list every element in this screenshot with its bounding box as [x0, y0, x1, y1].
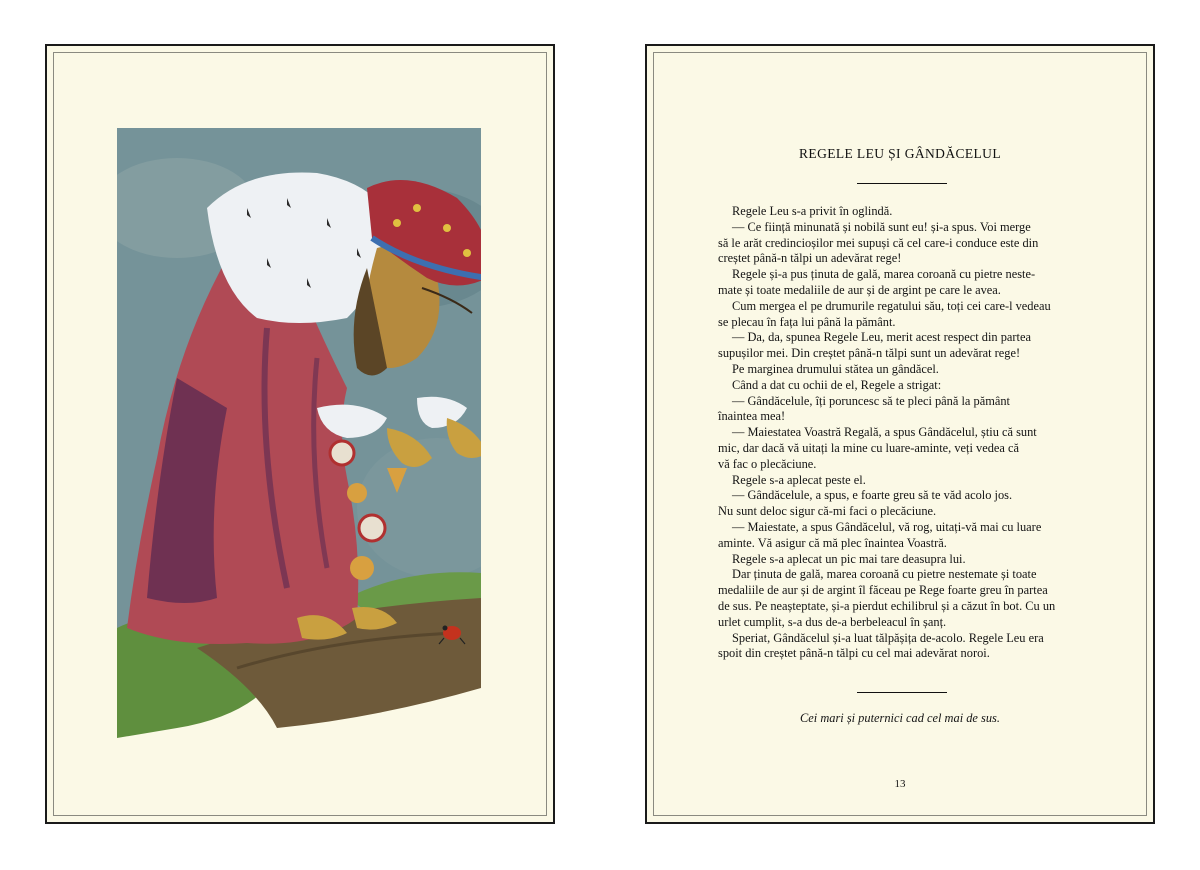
lion-king-illustration [117, 128, 481, 748]
story-line: Regele s-a aplecat peste el. [732, 472, 866, 487]
story-line: Nu sunt deloc sigur că-mi faci o plecăciune. [718, 504, 937, 519]
left-page [45, 44, 555, 824]
story-line: Regele și-a pus ținuta de gală, marea coroană cu pietre neste- [732, 267, 1036, 282]
story-line: — Maiestatea Voastră Regală, a spus Gândăcelul, știu că sunt [732, 425, 1037, 440]
story-line: medaliile de aur și de argint îl făceau pe Rege foarte greu în partea [718, 583, 1048, 598]
title-divider [857, 183, 947, 184]
story-line: mic, dar dacă vă uitați la mine cu luare-aminte, veți vedea că [718, 440, 1020, 455]
story-line: să le arăt credincioșilor mei supuși că cel care-i conduce este din [718, 235, 1039, 250]
story-line: spoit din creștet până-n tălpi cu cel mai adevărat noroi. [718, 646, 990, 661]
story-line: — Gândăcelule, a spus, e foarte greu să te văd acolo jos. [732, 488, 1013, 503]
story-line: se plecau în fața lui până la pământ. [718, 314, 896, 329]
story-line: aminte. Vă asigur că mă plec înaintea Voastră. [718, 535, 947, 550]
story-line: vă fac o plecăciune. [718, 456, 817, 471]
story-line: — Da, da, spunea Regele Leu, merit acest respect din partea [732, 330, 1031, 345]
story-line: Dar ținuta de gală, marea coroană cu pietre nestemate și toate [732, 567, 1037, 582]
story-line: supușilor mei. Din creștet până-n tălpi sunt un adevărat rege! [718, 346, 1021, 361]
story-line: Regele Leu s-a privit în oglindă. [732, 204, 893, 218]
story-line: — Gândăcelule, îți poruncesc să te pleci până la pământ [732, 393, 1010, 408]
right-page [645, 44, 1155, 824]
story-line: Speriat, Gândăcelul și-a luat tălpășița de-acolo. Regele Leu era [732, 630, 1044, 645]
story-line: înaintea mea! [718, 409, 786, 424]
story-line: de sus. Pe neașteptate, și-a pierdut echilibrul și a căzut în bot. Cu un [718, 598, 1056, 613]
page-number: 13 [894, 778, 906, 790]
story-line: — Ce ființă minunată și nobilă sunt eu! și-a spus. Voi merge [732, 219, 1031, 234]
story-line: Regele s-a aplecat un pic mai tare deasupra lui. [732, 551, 966, 566]
story-title: REGELE LEU ȘI GÂNDĂCELUL [799, 146, 1001, 161]
story-line: Când a dat cu ochii de el, Regele a strigat: [732, 377, 942, 392]
story-line: Pe marginea drumului stătea un gândăcel. [732, 361, 939, 376]
story-moral: Cei mari și puternici cad cel mai de sus. [800, 711, 1000, 725]
story-line: mate și toate medaliile de aur și de argint pe care le avea. [718, 282, 1001, 297]
story-line: urlet cumplit, s-a dus de-a berbeleacul în șanț. [718, 614, 947, 629]
story-line: creștet până-n tălpi un adevărat rege! [718, 251, 902, 266]
story-line: Cum mergea el pe drumurile regatului său, toți cei care-l vedeau [732, 298, 1051, 313]
story-line: — Maiestate, a spus Gândăcelul, vă rog, uitați-vă mai cu luare [732, 519, 1042, 534]
story-body [718, 204, 1098, 662]
moral-divider [857, 692, 947, 693]
